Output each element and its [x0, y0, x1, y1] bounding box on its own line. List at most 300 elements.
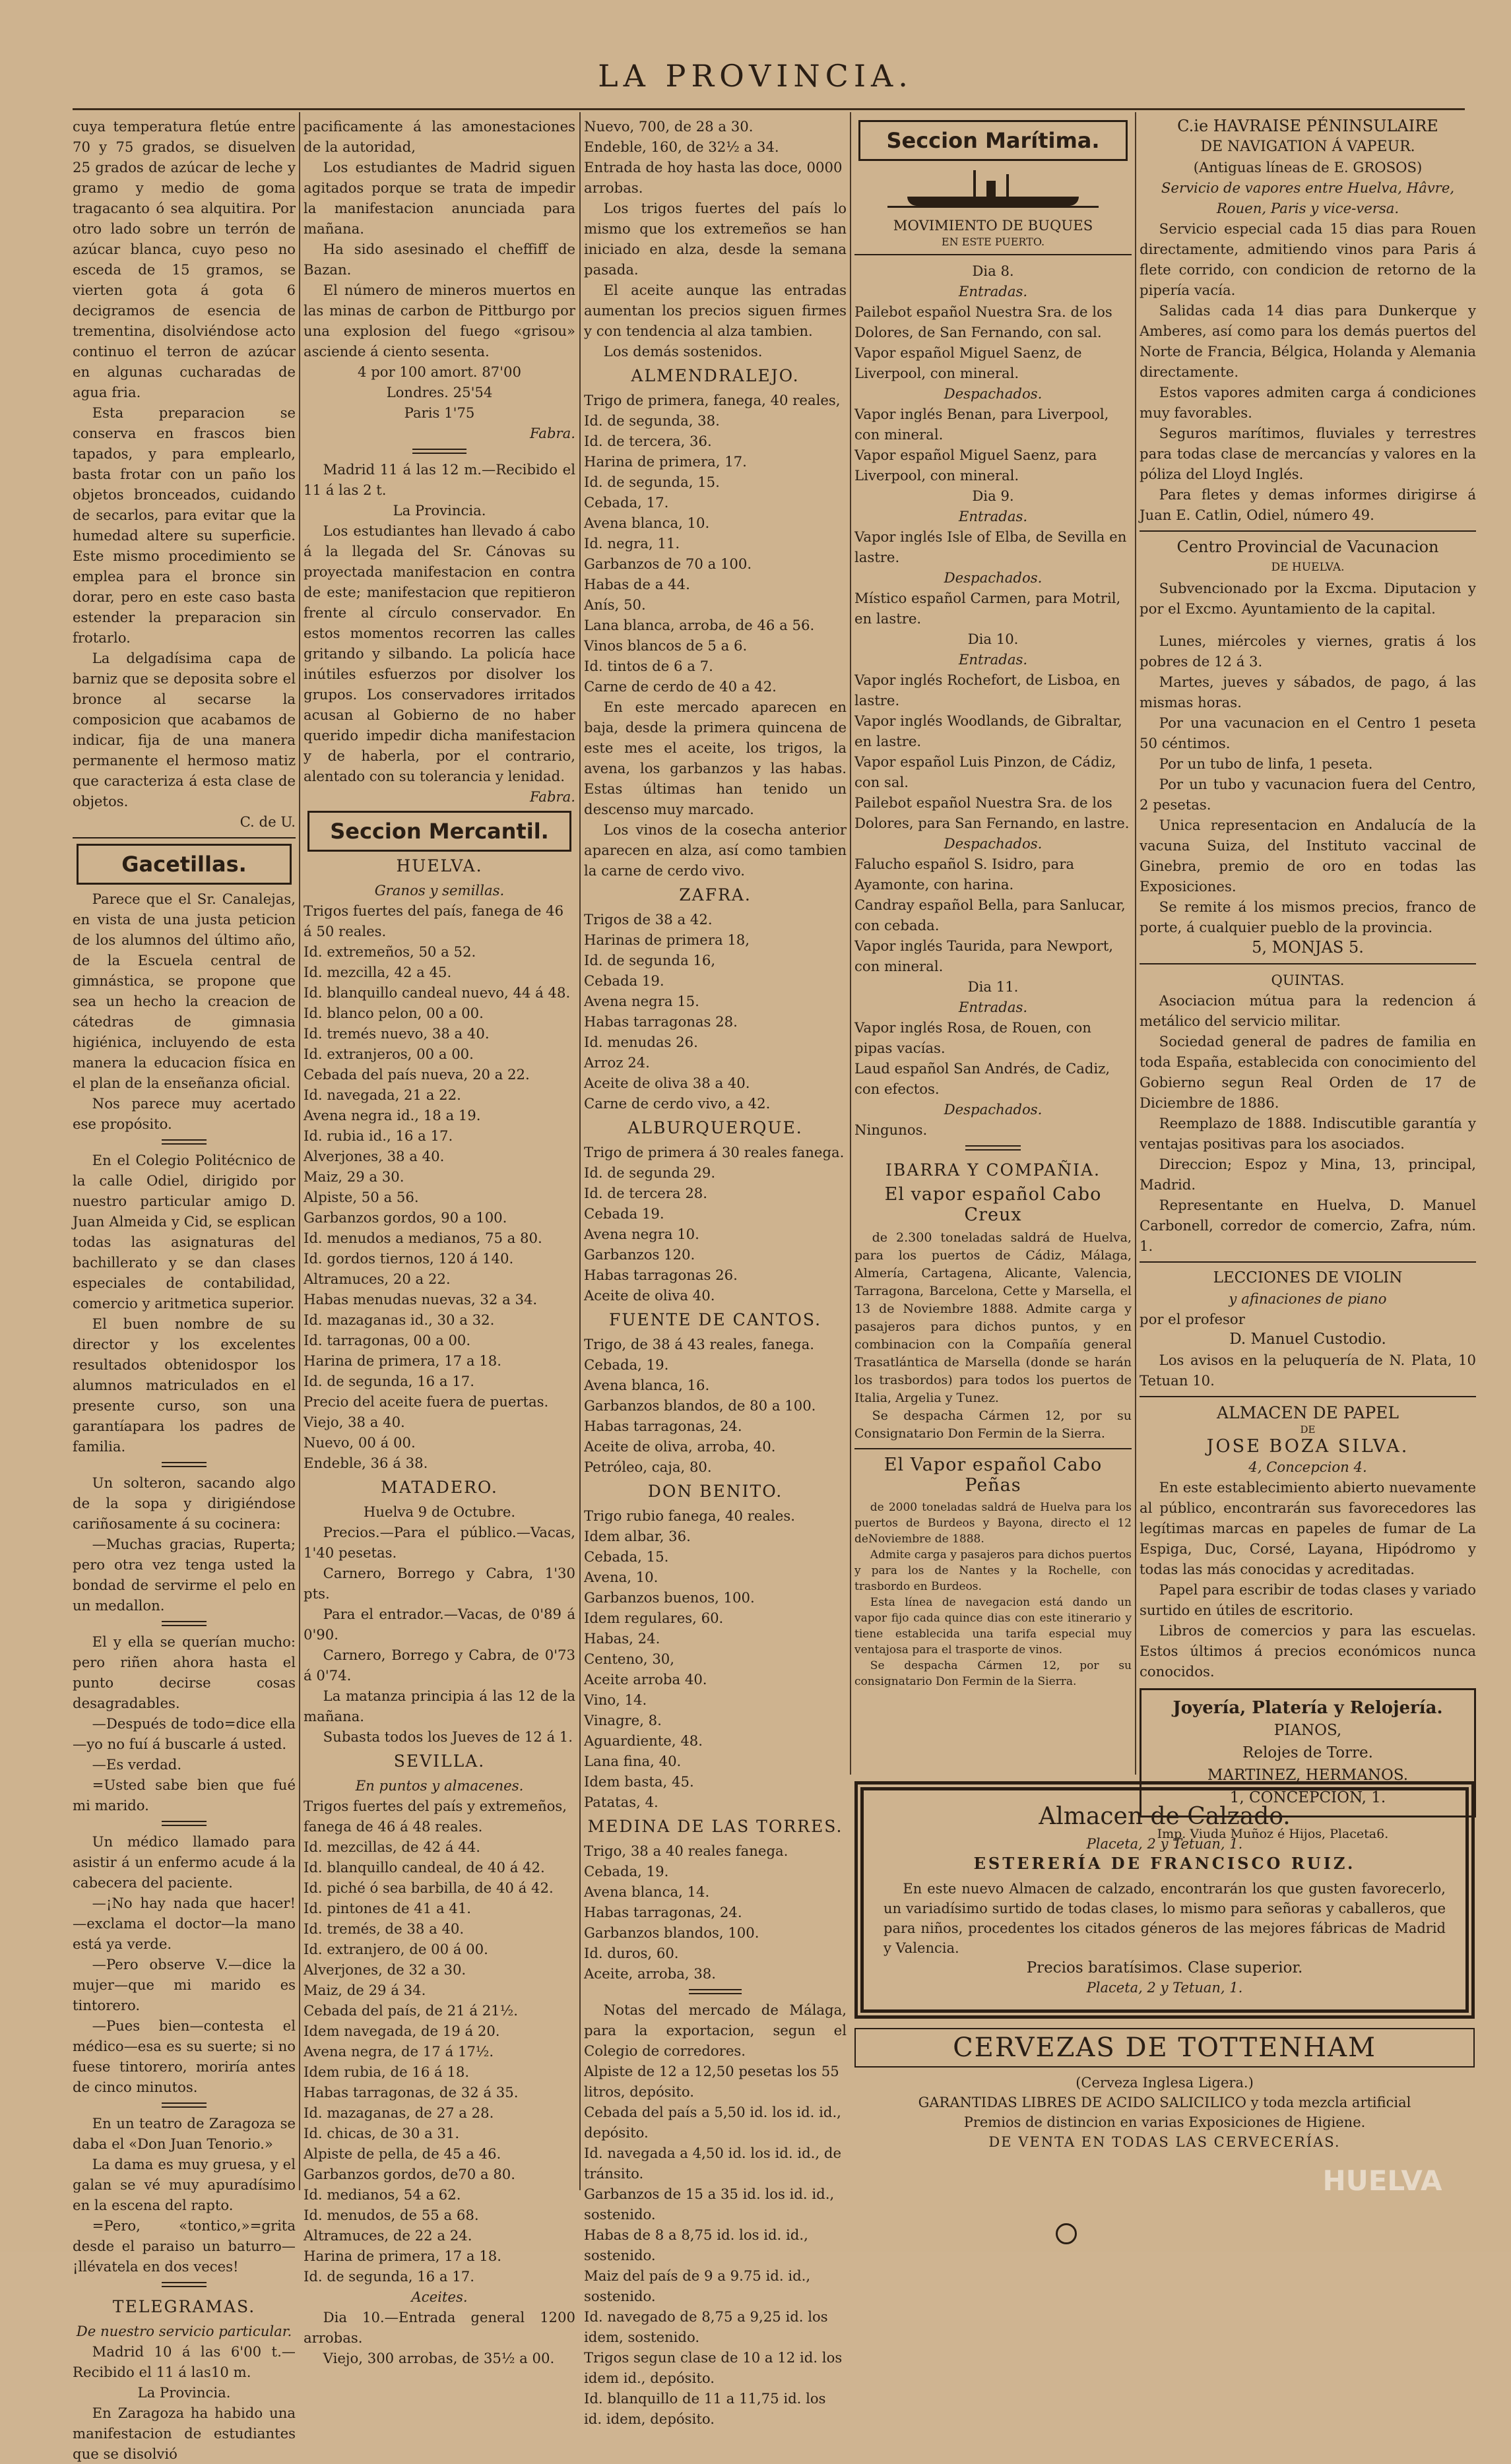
ad-text: Martes, jueves y sábados, de pago, á las mismas horas.	[1140, 674, 1476, 711]
news-paragraph: —Pues bien—contesta el médico—esa es su suerte; si no fuese tintorero, moriría antes de cinco minutos.	[73, 2017, 296, 2095]
ship-list	[854, 1120, 1132, 1140]
market-header-matadero: MATADERO.	[381, 1478, 498, 1497]
list-item: Alverjones, 38 a 40.	[304, 1148, 445, 1164]
ad-title: ALMACEN DE PAPEL	[1216, 1403, 1399, 1422]
list-item: Vapor inglés Woodlands, de Gibraltar, en lastre.	[854, 712, 1122, 749]
list-item: Id. extremeños, 50 a 52.	[304, 943, 476, 960]
list-item: Cebada 19.	[584, 972, 664, 989]
market-subtitle: En puntos y almacenes.	[355, 1777, 524, 1794]
article-signature: C. de U.	[240, 813, 296, 830]
list-item: Altramuces, 20 a 22.	[304, 1271, 451, 1287]
list-item: Entrada de hoy hasta las doce, 0000 arrobas.	[584, 159, 843, 196]
list-item: Id. blanquillo candeal nuevo, 44 á 48.	[304, 984, 571, 1001]
ship-list	[854, 1017, 1132, 1099]
list-item: Id. mezcillas, de 42 á 44.	[304, 1839, 480, 1855]
list-item: Garbanzos de 15 a 35 id. los id. id., sostenido.	[584, 2186, 835, 2223]
list-item: Id. mazaganas id., 30 a 32.	[304, 1311, 495, 1328]
list-item: Id. navegado de 8,75 a 9,25 id. los idem, sostenido.	[584, 2308, 828, 2345]
list-item: Nuevo, 700, de 28 a 30.	[584, 118, 754, 135]
list-item: Trigos de 38 a 42.	[584, 911, 713, 928]
ad-title: CERVEZAS DE TOTTENHAM	[854, 2028, 1475, 2068]
masthead: LA PROVINCIA.	[598, 58, 913, 94]
ship-ad-text: Se despacha Cármen 12, por su Consignatario Don Fermin de la Sierra.	[854, 1408, 1132, 1441]
price-line: La matanza principia á las 12 de la mañana.	[304, 1688, 575, 1724]
list-item: Id. medianos, 54 a 62.	[304, 2186, 461, 2203]
list-item: Vinagre, 8.	[584, 1712, 662, 1728]
ad-title: Almacen de Calzado.	[1039, 1803, 1291, 1830]
list-item: Habas de a 44.	[584, 576, 690, 592]
list-item: Avena negra, de 17 á 17½.	[304, 2043, 494, 2060]
ship-ad-text: de 2.300 toneladas saldrá de Huelva, para los puertos de Cádiz, Málaga, Almería, Cartagena, Alicante, Valencia, Tarragona, Barcelona, Cette y Marsella, el 13 de Noviembre 1888. Admite carga y pasajeros para dichos puntos, y en combinacion con la Compañía general Trasatlántica de Marsella (donde se harán los trasbordos) para todos los puertos de Italia, Argelia y Tunez.	[854, 1230, 1132, 1405]
ad-subtitle: DE HUELVA.	[1271, 561, 1345, 574]
quote-line: Paris 1'75	[404, 404, 475, 421]
market-header-alburquerque: ALBURQUERQUE.	[627, 1118, 803, 1137]
section-subtitle: De nuestro servicio particular.	[76, 2323, 292, 2339]
separator	[73, 2277, 296, 2292]
list-item: Id. mezcilla, 42 a 45.	[304, 964, 452, 980]
ship-ad-text: Se despacha Cármen 12, por su consignatario Don Fermin de la Sierra.	[854, 1659, 1132, 1688]
dispatched-label: Despachados.	[944, 835, 1043, 852]
list-item: Garbanzos 120.	[584, 1246, 695, 1263]
list-item: Místico español Carmen, para Motril, en lastre.	[854, 590, 1121, 627]
list-item: Cebada del país nueva, 20 a 22.	[304, 1066, 530, 1083]
list-item: Vapor español Miguel Saenz, de Liverpool, con mineral.	[854, 344, 1082, 381]
list-item: Carne de cerdo vivo, a 42.	[584, 1095, 771, 1112]
price-list-fuente	[584, 1334, 847, 1477]
library-stamp: HUELVA	[1322, 2164, 1442, 2197]
telegram-paragraph: El número de mineros muertos en las minas de carbon de Pittburgo por una explosion del fuego «grisou» asciende á ciento sesenta.	[304, 282, 575, 360]
list-item: Lana blanca, arroba, de 46 a 56.	[584, 617, 815, 633]
divider	[854, 1448, 1132, 1449]
price-list-benito	[584, 1505, 847, 1812]
ad-text: Salidas cada 14 dias para Dunkerque y Amberes, así como para los demás puertos del Norte de Francia, Bélgica, Holanda y Alemania directamente.	[1140, 302, 1476, 380]
list-item: Vinos blancos de 5 a 6.	[584, 637, 748, 654]
printer-line: Imp. Viuda Muñoz é Hijos, Placeta6.	[1157, 1827, 1389, 1841]
list-item: Id. tremés nuevo, 38 a 40.	[304, 1025, 490, 1042]
ad-address: 4, Concepcion 4.	[1248, 1459, 1367, 1475]
ad-text: Lunes, miércoles y viernes, gratis á los pobres de 12 á 3.	[1140, 633, 1476, 670]
list-item: Id. extranjeros, 00 a 00.	[304, 1046, 474, 1062]
ad-subtitle: (Antiguas líneas de E. GROSOS)	[1193, 159, 1423, 175]
column-rule-4	[1135, 112, 1136, 1775]
ad-title: JOSE BOZA SILVA.	[1206, 1436, 1409, 1457]
ad-text: Relojes de Torre.	[1242, 1744, 1373, 1761]
column-rule-2	[579, 112, 581, 2190]
list-item: Id. blanco pelon, 00 a 00.	[304, 1005, 484, 1021]
ad-title: LECCIONES DE VIOLIN	[1213, 1269, 1403, 1286]
list-item: Garbanzos de 70 a 100.	[584, 555, 752, 572]
list-item: Garbanzos blandos, 100.	[584, 1924, 759, 1941]
list-item: Trigo de primera á 30 reales fanega.	[584, 1144, 845, 1160]
list-item: Avena blanca, 16.	[584, 1377, 710, 1393]
column-rule-1	[299, 112, 300, 2190]
market-paragraph: Notas del mercado de Málaga, para la exportacion, segun el Colegio de corredores.	[584, 2002, 847, 2059]
ad-text: Reemplazo de 1888. Indiscutible garantía y ventajas positivas para los asociados.	[1140, 1115, 1476, 1152]
list-item: Avena negra 15.	[584, 993, 699, 1009]
ad-text: Representante en Huelva, D. Manuel Carbonell, corredor de comercio, Zafra, núm. 1.	[1140, 1197, 1476, 1254]
list-item: Habas tarragonas, de 32 á 35.	[304, 2084, 519, 2101]
list-item: Trigo, 38 a 40 reales fanega.	[584, 1843, 788, 1859]
list-item: Endeble, 160, de 32½ a 34.	[584, 139, 779, 155]
separator	[854, 1140, 1132, 1156]
list-item: Cebada, 15.	[584, 1548, 669, 1565]
ad-title: DE NAVIGATION Á VAPEUR.	[1200, 139, 1415, 155]
day-header: Dia 8.	[972, 263, 1014, 279]
ad-text: Asociacion mútua para la redencion á metálico del servicio militar.	[1140, 992, 1476, 1029]
news-paragraph: —Después de todo=dice ella—yo no fuí á buscarle á usted.	[73, 1715, 296, 1752]
list-item: Id. de segunda, 15.	[584, 474, 720, 490]
news-paragraph: —Pero observe V.—dice la mujer—que mi marido es tintorero.	[73, 1956, 296, 2013]
ad-text: En este establecimiento abierto nuevamente al público, encontrarán sus favorecedores las legítimas marcas en papeles de fumar de La Espiga, Duc, Corsé, Layana, Hipódromo y todas las más conocidas y acreditadas.	[1140, 1479, 1476, 1577]
list-item: Aceite de oliva 40.	[584, 1287, 715, 1304]
list-item: Maiz del país de 9 a 9.75 id. id., sostenido.	[584, 2267, 811, 2304]
article-paragraph: cuya temperatura fletúe entre 70 y 75 grados, se disuelven 25 grados de azúcar de leche y gramo y medio de goma tragacanto ó sea alquitira. Por otro lado sobre un terrón de azúcar blanca, cuyo peso no esceda de 15 gramos, se vierten gota á gota 6 decigramos de esencia de trementina, disolviéndose acto continuo el terron de azúcar en algunas cucharadas de agua fria.	[73, 118, 296, 400]
list-item: Carne de cerdo de 40 a 42.	[584, 678, 777, 695]
entries-label: Entradas.	[958, 508, 1028, 524]
list-item: Alverjones, de 32 a 30.	[304, 1961, 466, 1978]
ad-text: En este nuevo Almacen de calzado, encontrarán los que gusten favorecerlo, un variadísimo surtido de todas clases, lo mismo para señoras y caballeros, que para niños, procedentes los citados géneros de las mejores fábricas de Madrid y Valencia.	[884, 1881, 1446, 1956]
ad-text: GARANTIDAS LIBRES DE ACIDO SALICILICO y toda mezcla artificial	[918, 2095, 1411, 2110]
list-item: Nuevo, 00 á 00.	[304, 1434, 416, 1451]
news-paragraph: El buen nombre de su director y los excelentes resultados obtenidospor los alumnos matriculados en el presente curso, son una garantíapara los padres de familia.	[73, 1315, 296, 1455]
list-item: Id. navegada a 4,50 id. los id. id., de tránsito.	[584, 2145, 841, 2182]
list-item: Avena negra id., 18 a 19.	[304, 1107, 481, 1123]
price-list-almendralejo	[584, 390, 847, 697]
ad-text: Sociedad general de padres de familia en toda España, establecida con conocimiento del Gobierno segun Real Orden de 17 de Diciembre de 1886.	[1140, 1033, 1476, 1111]
news-paragraph: —¡No hay nada que hacer!—exclama el doctor—la mano está ya verde.	[73, 1895, 296, 1952]
news-paragraph: Un solteron, sacando algo de la sopa y dirigiéndose cariñosamente á su cocinera:	[73, 1474, 296, 1532]
list-item: Candray español Bella, para Sanlucar, con cebada.	[854, 897, 1126, 933]
price-line: Carnero, Borrego y Cabra, de 0'73 á 0'74.	[304, 1647, 575, 1684]
ad-text: MARTINEZ, HERMANOS.	[1207, 1767, 1409, 1784]
ship-ad-title: El Vapor español Cabo Peñas	[884, 1455, 1103, 1496]
price-list-sevilla	[304, 1796, 575, 2287]
list-item: Cebada 19.	[584, 1205, 664, 1222]
day-header: Dia 9.	[972, 488, 1014, 504]
list-item: Trigo de primera, fanega, 40 reales,	[584, 392, 841, 408]
list-item: Avena blanca, 14.	[584, 1883, 710, 1900]
ad-address: 5, MONJAS 5.	[1252, 938, 1364, 957]
market-date: Huelva 9 de Octubre.	[363, 1503, 516, 1520]
list-item: Id. tarragonas, 00 a 00.	[304, 1332, 471, 1348]
list-item: Alpiste de pella, de 45 a 46.	[304, 2145, 501, 2162]
shipping-subtitle: EN ESTE PUERTO.	[941, 236, 1045, 248]
list-item: Centeno, 30,	[584, 1651, 675, 1667]
list-item: Garbanzos blandos, de 80 a 100.	[584, 1397, 816, 1414]
list-item: Avena, 10.	[584, 1569, 659, 1585]
ad-text: Unica representacion en Andalucía de la vacuna Suiza, del Instituto vaccinal de Ginebra, premio de oro en todas las Exposiciones.	[1140, 817, 1476, 895]
price-list-alburquerque	[584, 1142, 847, 1306]
separator	[584, 1984, 847, 2000]
ship-ad-text: Admite carga y pasajeros para dichos puertos y para los de Nantes y la Rochelle, con trasbordo en Burdeos.	[854, 1548, 1132, 1593]
list-item: Idem navegada, de 19 á 20.	[304, 2023, 500, 2039]
price-list-zafra	[584, 909, 847, 1114]
list-item: Habas, 24.	[584, 1630, 660, 1647]
list-item: Harina de primera, 17.	[584, 453, 747, 470]
ad-text: Estos vapores admiten carga á condiciones muy favorables.	[1140, 384, 1476, 421]
list-item: Aguardiente, 48.	[584, 1732, 703, 1749]
list-item: Precio del aceite fuera de puertas.	[304, 1393, 549, 1410]
list-item: Lana fina, 40.	[584, 1753, 682, 1769]
ad-text: Subvencionado por la Excma. Diputacion y por el Excmo. Ayuntamiento de la capital.	[1140, 580, 1476, 617]
shipping-title: MOVIMIENTO DE BUQUES	[893, 217, 1093, 234]
ship-ad-title: El vapor español Cabo Creux	[884, 1184, 1102, 1225]
divider	[1140, 530, 1476, 532]
list-item: Alpiste, 50 a 56.	[304, 1189, 419, 1205]
list-item: Aceite de oliva 38 a 40.	[584, 1075, 750, 1091]
ad-text: Se remite á los mismos precios, franco de porte, á cualquier pueblo de la provincia.	[1140, 899, 1476, 935]
ad-subtitle: ESTERERÍA DE FRANCISCO RUIZ.	[973, 1854, 1356, 1873]
telegram-paragraph: Los estudiantes han llevado á cabo á la llegada del Sr. Cánovas su proyectada manifestacion en contra de este; manifestacion que repitieron frente al círculo conservador. En estos momentos recorren las calles gritando y silbando. La policía hace inútiles esfuerzos por disolver los grupos. Los conservadores irritados acusan al Gobierno de no haber querido impedir dicha manifestacion y de haberla, por el contrario, alentado con su tolerancia y lenidad.	[304, 522, 575, 784]
ad-text: DE VENTA EN TODAS LAS CERVECERÍAS.	[988, 2134, 1341, 2150]
market-header-almendralejo: ALMENDRALEJO.	[631, 366, 800, 385]
telegram-paragraph: pacificamente á las amonestaciones de la autoridad,	[304, 118, 575, 155]
list-item: Idem regulares, 60.	[584, 1610, 724, 1626]
price-line: Subasta todos los Jueves de 12 á 1.	[323, 1728, 573, 1745]
ship-list	[854, 854, 1132, 976]
dispatched-label: Despachados.	[944, 385, 1043, 402]
list-item: Garbanzos gordos, 90 a 100.	[304, 1209, 507, 1226]
price-list-huelva	[304, 900, 575, 1473]
market-header-huelva: HUELVA.	[396, 856, 483, 875]
list-item: Id. menudos a medianos, 75 a 80.	[304, 1230, 542, 1246]
market-paragraph: El aceite aunque las entradas aumentan los precios siguen firmes y con tendencia al alza tambien.	[584, 282, 847, 339]
ad-text: Por un tubo y vacunacion fuera del Centro, 2 pesetas.	[1140, 776, 1476, 813]
list-item: Arroz 24.	[584, 1054, 650, 1071]
list-item: Trigo rubio fanega, 40 reales.	[584, 1507, 795, 1524]
calzado-ad	[854, 1781, 1475, 2019]
list-item: Vapor inglés Rochefort, de Lisboa, en lastre.	[854, 672, 1120, 709]
list-item: Vapor español Luis Pinzon, de Cádiz, con sal.	[854, 753, 1116, 790]
list-item: Harina de primera, 17 a 18.	[304, 1352, 501, 1369]
price-line: Dia 10.—Entrada general 1200 arrobas.	[304, 2309, 575, 2346]
list-item: Id. chicas, de 30 a 31.	[304, 2125, 460, 2141]
news-paragraph: Un médico llamado para asistir á un enfermo acude á la cabecera del paciente.	[73, 1833, 296, 1891]
telegram-paragraph: Madrid 11 á las 12 m.—Recibido el 11 á las 2 t.	[304, 461, 575, 498]
entries-label: Entradas.	[958, 999, 1028, 1015]
telegram-paragraph: En Zaragoza ha habido una manifestacion de estudiantes que se disolvió	[73, 2405, 296, 2462]
list-item: Vapor inglés Taurida, para Newport, con mineral.	[854, 937, 1114, 974]
list-item: Cebada, 17.	[584, 494, 669, 511]
company-header: IBARRA Y COMPAÑIA.	[885, 1160, 1101, 1180]
telegram-signature: La Provincia.	[137, 2384, 231, 2401]
list-item: Aceite, arroba, 38.	[584, 1965, 717, 1982]
divider	[1140, 963, 1476, 964]
list-item: Cebada, 19.	[584, 1356, 669, 1373]
news-paragraph: Nos parece muy acertado ese propósito.	[73, 1095, 296, 1132]
telegram-paragraph: Los estudiantes de Madrid siguen agitados porque se trata de impedir la manifestacion anunciada para mañana.	[304, 159, 575, 237]
list-item: Pailebot español Nuestra Sra. de los Dolores, de San Fernando, con sal.	[854, 303, 1112, 340]
list-item: Id. tremés, de 38 a 40.	[304, 1920, 465, 1937]
list-item: Laud español San Andrés, de Cadiz, con efectos.	[854, 1060, 1110, 1097]
day-header: Dia 10.	[967, 631, 1019, 647]
ad-title: Joyería, Platería y Relojería.	[1173, 1698, 1443, 1718]
list-item: Maiz, de 29 á 34.	[304, 1982, 426, 1998]
column-4	[854, 116, 1132, 1772]
telegram-paragraph: Ha sido asesinado el cheffiff de Bazan.	[304, 241, 575, 278]
market-header-medina: MEDINA DE LAS TORRES.	[587, 1817, 843, 1836]
market-header-sevilla: SEVILLA.	[393, 1752, 486, 1771]
list-item: Cebada del país, de 21 á 21½.	[304, 2002, 518, 2019]
list-item: Cebada del país a 5,50 id. los id. id., depósito.	[584, 2104, 841, 2141]
divider	[854, 254, 1132, 255]
market-header-zafra: ZAFRA.	[679, 885, 752, 904]
ad-text: 1, CONCEPCION, 1.	[1229, 1789, 1386, 1806]
page-mark-icon	[1056, 2223, 1077, 2244]
separator	[73, 1816, 296, 1831]
ad-subtitle: y afinaciones de piano	[1229, 1290, 1387, 1307]
list-item: Id. de segunda 29.	[584, 1164, 716, 1181]
column-rule-3	[850, 112, 851, 1775]
ad-text: Premios de distincion en varias Exposiciones de Higiene.	[963, 2114, 1366, 2130]
price-line: Viejo, 300 arrobas, de 35½ a 00.	[323, 2350, 555, 2366]
list-item: Aceite arroba 40.	[584, 1671, 707, 1688]
list-item: Id. de tercera 28.	[584, 1185, 708, 1201]
price-line: Carnero, Borrego y Cabra, 1'30 pts.	[304, 1565, 575, 1602]
ad-title: Centro Provincial de Vacunacion	[1176, 538, 1439, 556]
news-paragraph: Parece que el Sr. Canalejas, en vista de una justa peticion de los alumnos del último año, de la Escuela central de gimnástica, se propone que sea un hecho la creacion de cátedras de gimnasia higiénica, incluyendo de esta manera la educacion física en el plan de la enseñanza oficial.	[73, 891, 296, 1091]
ship-list	[854, 670, 1132, 833]
list-item: Ningunos.	[854, 1121, 928, 1138]
ship-list	[854, 404, 1132, 486]
article-paragraph: Esta preparacion se conserva en frascos bien tapados, y para emplearlo, basta frotar con un paño los objetos bronceados, cuidando de secarlos, para evitar que la humedad altere su superficie. Este mismo procedimiento se emplea para el bronce sin dorar, pero en este caso basta estender la preparacion sin frotarlo.	[73, 404, 296, 646]
news-paragraph: —Muchas gracias, Ruperta; pero otra vez tenga usted la bondad de servirme el pelo en un medallon.	[73, 1536, 296, 1614]
list-item: Idem albar, 36.	[584, 1528, 691, 1544]
ship-list	[854, 301, 1132, 383]
news-paragraph: —Es verdad.	[92, 1756, 182, 1773]
divider	[1140, 1261, 1476, 1263]
list-item: Endeble, 36 á 38.	[304, 1455, 428, 1471]
news-paragraph: El y ella se querían mucho: pero riñen ahora hasta el punto decirse cosas desagradables.	[73, 1633, 296, 1711]
article-paragraph: La delgadísima capa de barniz que se deposita sobre el bronce al secarse la composicion que acabamos de indicar, fija de una manera permanente el hermoso matiz que caracteriza á esta clase de objetos.	[73, 650, 296, 809]
price-list-continued	[584, 116, 847, 198]
list-item: Habas de 8 a 8,75 id. los id. id., sostenido.	[584, 2227, 808, 2263]
list-item: Harina de primera, 17 a 18.	[304, 2248, 501, 2264]
list-item: Id. duros, 60.	[584, 1945, 679, 1961]
list-item: Vapor español Miguel Saenz, para Liverpool, con mineral.	[854, 447, 1097, 484]
market-subtitle: Granos y semillas.	[374, 882, 505, 899]
market-paragraph: Los vinos de la cosecha anterior aparecen en alza, así como tambien la carne de cerdo vivo.	[584, 821, 847, 879]
list-item: Id. blanquillo candeal, de 40 á 42.	[304, 1859, 545, 1876]
section-header-maritima: Seccion Marítima.	[858, 120, 1128, 161]
quote-line: Londres. 25'54	[386, 384, 493, 400]
list-item: Habas menudas nuevas, 32 a 34.	[304, 1291, 538, 1308]
list-item: Maiz, 29 a 30.	[304, 1168, 404, 1185]
list-item: Altramuces, de 22 a 24.	[304, 2227, 472, 2244]
telegram-signature: Fabra.	[530, 425, 575, 441]
dispatched-label: Despachados.	[944, 569, 1043, 586]
list-item: Id. gordos tiernos, 120 á 140.	[304, 1250, 514, 1267]
list-item: Harinas de primera 18,	[584, 932, 750, 948]
market-paragraph: Los demás sostenidos.	[603, 343, 763, 360]
separator	[73, 1134, 296, 1150]
separator	[73, 2097, 296, 2113]
divider	[1140, 1396, 1476, 1397]
list-item: Vapor inglés Rosa, de Rouen, con pipas vacías.	[854, 1019, 1091, 1056]
market-header-fuente-de-cantos: FUENTE DE CANTOS.	[608, 1310, 822, 1329]
list-item: Id. de segunda, 16 a 17.	[304, 2268, 474, 2285]
list-item: Trigo, de 38 á 43 reales, fanega.	[584, 1336, 814, 1352]
ad-address: Placeta, 2 y Tetuan, 1.	[1086, 1980, 1243, 1996]
list-item: Cebada, 19.	[584, 1863, 669, 1880]
ad-text: Direccion; Espoz y Mina, 13, principal, Madrid.	[1140, 1156, 1476, 1193]
list-item: Falucho español S. Isidro, para Ayamonte, con harina.	[854, 856, 1074, 893]
list-item: Idem basta, 45.	[584, 1773, 694, 1790]
telegram-signature: Fabra.	[530, 788, 575, 805]
divider	[73, 837, 296, 838]
ship-illustration-icon	[881, 165, 1105, 212]
ad-text: Seguros marítimos, fluviales y terrestres para todas clase de mercancías y valores en la póliza del Lloyd Inglés.	[1140, 425, 1476, 482]
list-item: Id. de segunda, 38.	[584, 412, 720, 429]
list-item: Avena blanca, 10.	[584, 515, 710, 531]
news-paragraph: =Pero, «tontico,»=grita desde el paraiso un baturro—¡llévatela en dos veces!	[73, 2217, 296, 2275]
ad-text: Los avisos en la peluquería de N. Plata, 10 Tetuan 10.	[1140, 1352, 1476, 1389]
market-paragraph: En este mercado aparecen en baja, desde la primera quincena de este mes el aceite, los trigos, la avena, los garbanzos y las habas. Estas últimas han tenido un descenso muy marcado.	[584, 699, 847, 817]
ad-title: QUINTAS.	[1271, 972, 1345, 988]
ship-ad-text: Esta línea de navegacion está dando un vapor fijo cada quince dias con este itinerario y tiene establecida una tarifa especial muy ventajosa para el trasporte de vinos.	[854, 1596, 1132, 1657]
list-item: Habas tarragonas 28.	[584, 1013, 738, 1030]
ad-address: Placeta, 2 y Tetuan, 1.	[1086, 1836, 1243, 1852]
column-1	[73, 116, 296, 2462]
list-item: Id. negra, 11.	[584, 535, 680, 552]
list-item: Avena negra 10.	[584, 1226, 699, 1242]
news-paragraph: La dama es muy gruesa, y el galan se vé muy apuradísimo en la escena del rapto.	[73, 2156, 296, 2213]
ship-ad-text: de 2000 toneladas saldrá de Huelva para los puertos de Burdeos y Bayona, directo el 12 deNoviembre de 1888.	[854, 1501, 1132, 1546]
ad-text: Por una vacunacion en el Centro 1 peseta 50 céntimos.	[1140, 714, 1476, 751]
ad-subtitle: Servicio de vapores entre Huelva, Hâvre, Rouen, Paris y vice-versa.	[1161, 179, 1455, 216]
price-line: Precios.—Para el público.—Vacas, 1'40 pesetas.	[304, 1524, 575, 1561]
ad-text: Libros de comercios y para las escuelas. Estos últimos á precios económicos nunca conocidos.	[1140, 1622, 1476, 1680]
market-paragraph: Los trigos fuertes del país lo mismo que los extremeños se han iniciado en alza, desde la semana pasada.	[584, 200, 847, 278]
list-item: Garbanzos gordos, de70 a 80.	[304, 2166, 516, 2182]
ad-subtitle: DE	[1300, 1424, 1316, 1436]
list-item: Petróleo, caja, 80.	[584, 1459, 712, 1475]
list-item: Habas tarragonas, 24.	[584, 1904, 742, 1920]
ad-subtitle: (Cerveza Inglesa Ligera.)	[1076, 2075, 1254, 2091]
ad-text: Precios baratísimos. Clase superior.	[1026, 1959, 1303, 1976]
list-item: Habas tarragonas, 24.	[584, 1418, 742, 1434]
list-item: Id. pintones de 41 a 41.	[304, 1900, 472, 1916]
list-item: Id. piché ó sea barbilla, de 40 á 42.	[304, 1880, 554, 1896]
ship-list	[854, 588, 1132, 629]
section-header-mercantil: Seccion Mercantil.	[307, 811, 571, 852]
list-item: Garbanzos buenos, 100.	[584, 1589, 755, 1606]
dispatched-label: Despachados.	[944, 1101, 1043, 1118]
ad-text: Servicio especial cada 15 dias para Rouen directamente, admitiendo vinos para Paris á flete corrido, con condicion de retorno de la pipería vacía.	[1140, 220, 1476, 298]
list-item: Vapor inglés Benan, para Liverpool, con mineral.	[854, 406, 1109, 443]
ad-text: por el profesor	[1140, 1311, 1245, 1327]
list-item: Idem rubia, de 16 á 18.	[304, 2064, 470, 2080]
telegram-paragraph: Madrid 10 á las 6'00 t.—Recibido el 11 á las10 m.	[73, 2343, 296, 2380]
list-item: Anís, 50.	[584, 596, 646, 613]
entries-label: Entradas.	[958, 651, 1028, 668]
ad-text: Por un tubo de linfa, 1 peseta.	[1159, 755, 1373, 772]
list-item: Aceite de oliva, arroba, 40.	[584, 1438, 776, 1455]
market-header-don-benito: DON BENITO.	[647, 1482, 783, 1501]
news-paragraph: En el Colegio Politécnico de la calle Odiel, dirigido por nuestro particular amigo D. Juan Almeida y Cid, se esplican todas las asignaturas del bachillerato y se dan clases especiales de contabilidad, comercio y aritmetica superior.	[73, 1152, 296, 1311]
price-list-medina	[584, 1841, 847, 1984]
market-subtitle: Aceites.	[411, 2289, 468, 2305]
list-item: Id. rubia id., 16 a 17.	[304, 1127, 453, 1144]
ad-title: C.ie HAVRAISE PÉNINSULAIRE	[1177, 117, 1438, 135]
list-item: Id. blanquillo de 11 a 11,75 id. los id. idem, depósito.	[584, 2390, 826, 2427]
separator	[73, 1457, 296, 1472]
list-item: Id. navegada, 21 a 22.	[304, 1087, 461, 1103]
news-paragraph: En un teatro de Zaragoza se daba el «Don Juan Tenorio.»	[73, 2115, 296, 2152]
list-item: Id. menudos, de 55 a 68.	[304, 2207, 479, 2223]
list-item: Trigos segun clase de 10 a 12 id. los idem id., depósito.	[584, 2349, 843, 2386]
telegram-signature: La Provincia.	[393, 502, 486, 519]
